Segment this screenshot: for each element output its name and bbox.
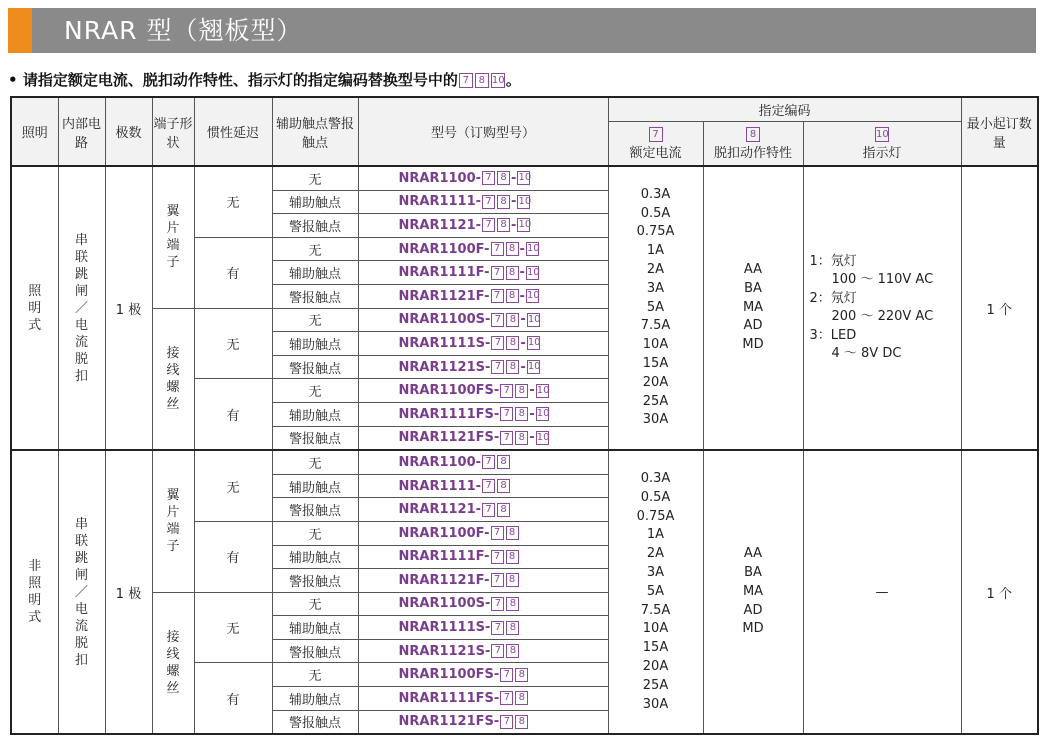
contact-cell: 警报触点 — [272, 639, 358, 663]
page-title: NRAR 型（翘板型） — [64, 16, 303, 45]
rated-current-list: 0.3A 0.5A 0.75A 1A 2A 3A 5A 7.5A 10A 15A 20A 25A 30A — [608, 450, 703, 734]
terminal-cell: 翼 片 端 子 — [152, 166, 194, 308]
section-header — [8, 8, 1036, 53]
contact-cell: 警报触点 — [272, 710, 358, 734]
contact-cell: 辅助触点 — [272, 402, 358, 426]
contact-cell: 无 — [272, 663, 358, 687]
contact-cell: 警报触点 — [272, 355, 358, 379]
delay-cell: 有 — [194, 521, 272, 592]
header-indicator-lamp: 10 指示灯 — [803, 122, 961, 167]
instruction-text: 请指定额定电流、脱扣动作特性、指示灯的指定编码替换型号中的 — [22, 71, 458, 89]
model-number: NRAR1111- 7 8 — [358, 474, 608, 498]
model-number: NRAR1111S- 7 8 — [358, 616, 608, 640]
delay-cell: 无 — [194, 592, 272, 663]
code-box-8: 8 — [475, 73, 489, 88]
model-number: NRAR1100FS- 7 8 — [358, 663, 608, 687]
contact-cell: 警报触点 — [272, 569, 358, 593]
circuit-cell: 串 联 跳 闸 ／ 电 流 脱 扣 — [58, 450, 105, 734]
contact-cell: 警报触点 — [272, 426, 358, 450]
delay-cell: 有 — [194, 379, 272, 450]
header-trip-characteristic: 8 脱扣动作特性 — [703, 122, 803, 167]
contact-cell: 辅助触点 — [272, 261, 358, 285]
header-internal-circuit: 内部电路 — [58, 97, 105, 166]
contact-cell: 无 — [272, 166, 358, 190]
model-number: NRAR1111F- 7 8 — [358, 545, 608, 569]
delay-cell: 无 — [194, 450, 272, 521]
contact-cell: 无 — [272, 521, 358, 545]
delay-cell: 有 — [194, 237, 272, 308]
contact-cell: 警报触点 — [272, 284, 358, 308]
model-number: NRAR1111F- 7 8 - 10 — [358, 261, 608, 285]
min-order-cell: 1 个 — [961, 166, 1038, 450]
header-aux-alarm: 辅助触点警报触点 — [272, 97, 358, 166]
header-model: 型号（订购型号） — [358, 97, 608, 166]
header-min-order: 最小起订数量 — [961, 97, 1038, 166]
poles-cell: 1 极 — [105, 166, 152, 450]
table-row — [11, 450, 1038, 474]
model-number: NRAR1121FS- 7 8 — [358, 710, 608, 734]
model-number: NRAR1121S- 7 8 — [358, 639, 608, 663]
model-number: NRAR1121- 7 8 — [358, 498, 608, 522]
model-number: NRAR1100FS- 7 8 - 10 — [358, 379, 608, 403]
trip-characteristic-list: AA BA MA AD MD — [703, 450, 803, 734]
circuit-cell: 串 联 跳 闸 ／ 电 流 脱 扣 — [58, 166, 105, 450]
model-number: NRAR1100S- 7 8 - 10 — [358, 308, 608, 332]
trip-characteristic-list: AA BA MA AD MD — [703, 166, 803, 450]
model-number: NRAR1121S- 7 8 - 10 — [358, 355, 608, 379]
model-number: NRAR1100S- 7 8 — [358, 592, 608, 616]
rated-current-list: 0.3A 0.5A 0.75A 1A 2A 3A 5A 7.5A 10A 15A 20A 25A 30A — [608, 166, 703, 450]
model-number: NRAR1111FS- 7 8 — [358, 687, 608, 711]
contact-cell: 无 — [272, 308, 358, 332]
contact-cell: 辅助触点 — [272, 190, 358, 214]
header-accent-bar — [8, 8, 32, 53]
contact-cell: 无 — [272, 237, 358, 261]
contact-cell: 辅助触点 — [272, 616, 358, 640]
header-terminal: 端子形状 — [152, 97, 194, 166]
min-order-cell: 1 个 — [961, 450, 1038, 734]
terminal-cell: 翼 片 端 子 — [152, 450, 194, 592]
model-number: NRAR1121F- 7 8 - 10 — [358, 284, 608, 308]
contact-cell: 辅助触点 — [272, 687, 358, 711]
delay-cell: 无 — [194, 166, 272, 237]
contact-cell: 辅助触点 — [272, 545, 358, 569]
header-delay: 惯性延迟 — [194, 97, 272, 166]
indicator-lamp-none: — — [803, 450, 961, 734]
model-number: NRAR1100F- 7 8 - 10 — [358, 237, 608, 261]
contact-cell: 无 — [272, 450, 358, 474]
contact-cell: 警报触点 — [272, 498, 358, 522]
header-lighting: 照明 — [11, 97, 58, 166]
model-number: NRAR1100F- 7 8 — [358, 521, 608, 545]
contact-cell: 无 — [272, 379, 358, 403]
model-number: NRAR1111S- 7 8 - 10 — [358, 332, 608, 356]
contact-cell: 警报触点 — [272, 214, 358, 238]
model-number: NRAR1111FS- 7 8 - 10 — [358, 402, 608, 426]
code-box-10: 10 — [491, 75, 505, 86]
delay-cell: 有 — [194, 663, 272, 734]
delay-cell: 无 — [194, 308, 272, 379]
contact-cell: 辅助触点 — [272, 332, 358, 356]
lighting-cell: 照 明 式 — [11, 166, 58, 450]
table-row — [11, 166, 1038, 190]
contact-cell: 辅助触点 — [272, 474, 358, 498]
model-number: NRAR1100- 7 8 - 10 — [358, 166, 608, 190]
spec-table — [10, 96, 1039, 735]
indicator-lamp-list: 1：氖灯 100 ～ 110V AC 2：氖灯 200 ～ 220V AC 3：LED 4 ～ 8V DC — [803, 166, 961, 450]
terminal-cell: 接 线 螺 丝 — [152, 308, 194, 450]
instruction-note: • 请指定额定电流、脱扣动作特性、指示灯的指定编码替换型号中的 7 8 10。 — [8, 71, 521, 89]
contact-cell: 无 — [272, 592, 358, 616]
model-number: NRAR1121- 7 8 - 10 — [358, 214, 608, 238]
lighting-cell: 非 照 明 式 — [11, 450, 58, 734]
model-number: NRAR1121F- 7 8 — [358, 569, 608, 593]
header-rated-current: 7 额定电流 — [608, 122, 703, 167]
model-number: NRAR1111- 7 8 - 10 — [358, 190, 608, 214]
model-number: NRAR1121FS- 7 8 - 10 — [358, 426, 608, 450]
header-poles: 极数 — [105, 97, 152, 166]
model-number: NRAR1100- 7 8 — [358, 450, 608, 474]
code-box-7: 7 — [459, 73, 473, 88]
poles-cell: 1 极 — [105, 450, 152, 734]
header-spec-code: 指定编码 — [608, 97, 961, 122]
terminal-cell: 接 线 螺 丝 — [152, 592, 194, 734]
